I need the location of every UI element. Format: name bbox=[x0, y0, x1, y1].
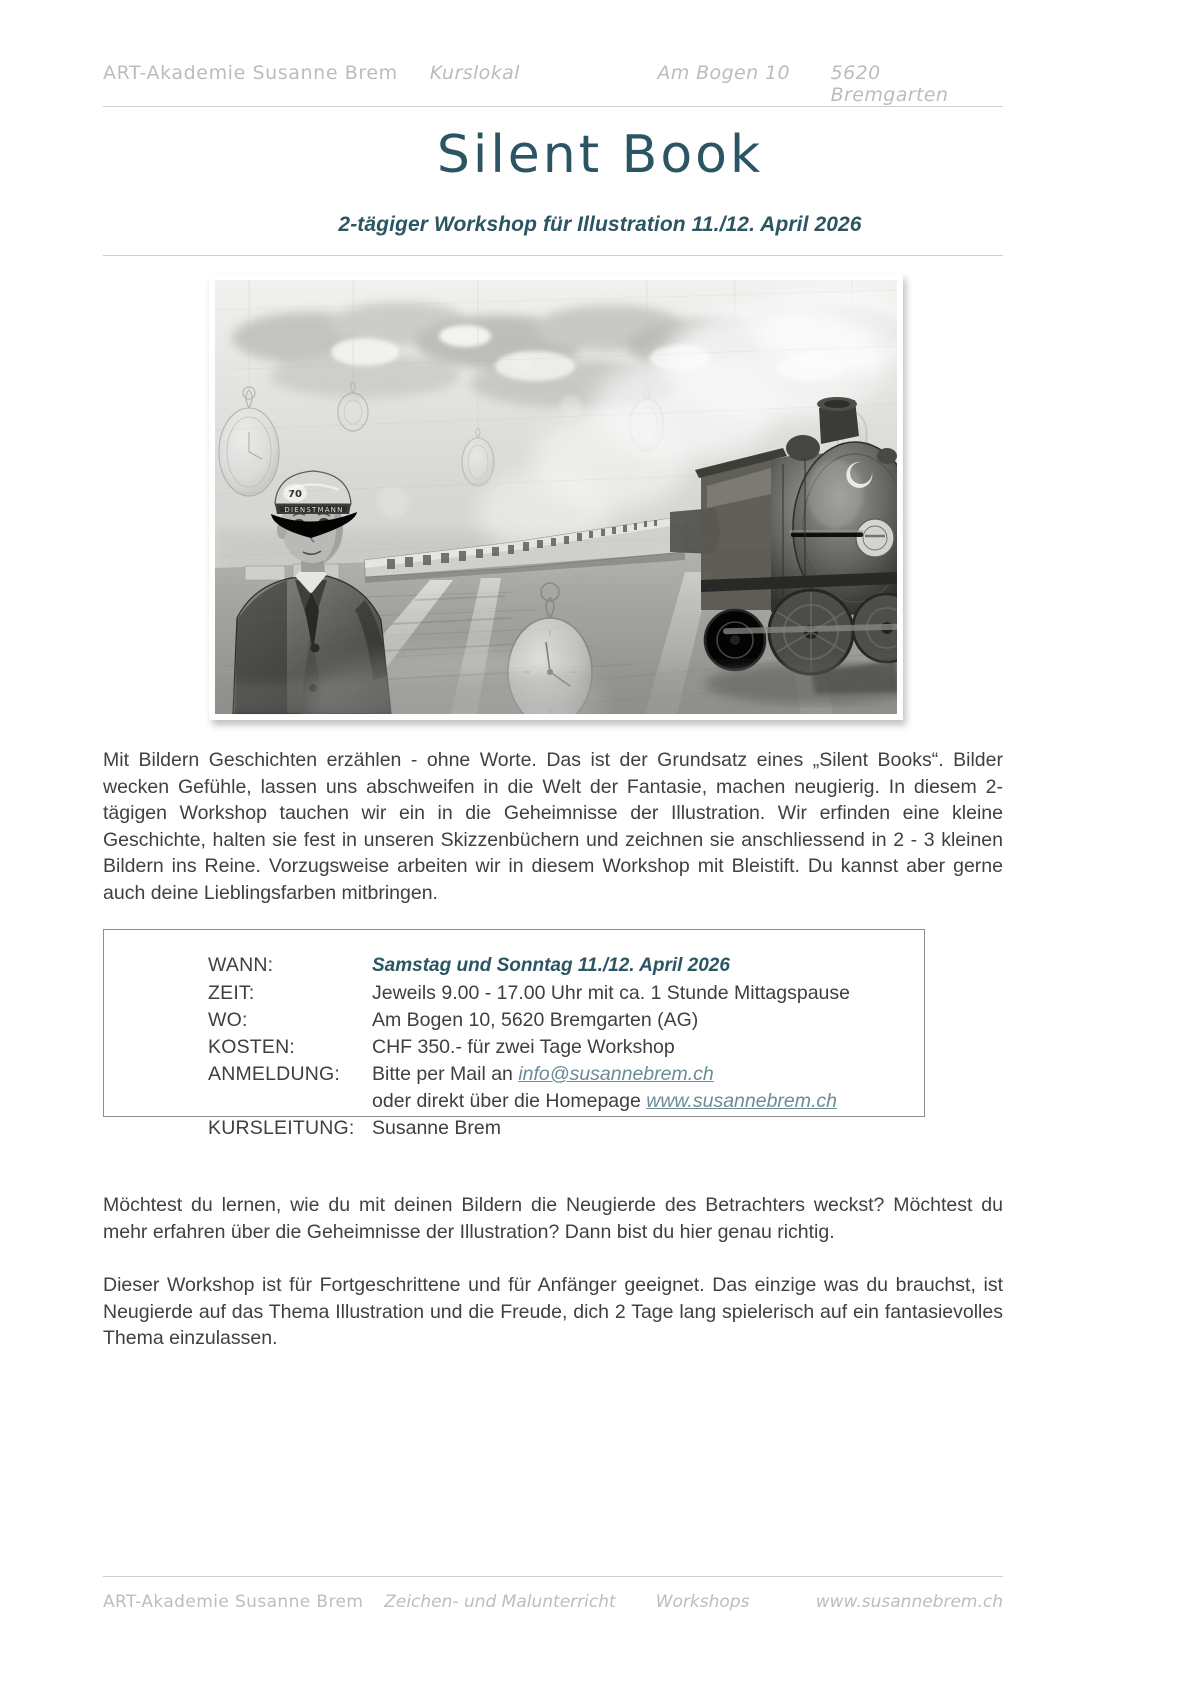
question-paragraph: Möchtest du lernen, wie du mit deinen Bildern die Neugierde des Betrachters weckst? Möchtest du mehr erfahren über die Geheimnisse der Illustration? Dann bist du hier genau richtig. bbox=[103, 1194, 1003, 1243]
header-brand: ART-Akademie Susanne Brem bbox=[103, 62, 398, 84]
anmeldung-prefix-text: Bitte per Mail an bbox=[372, 1063, 513, 1085]
detail-row-wo bbox=[208, 1007, 908, 1033]
detail-label-wann: WANN: bbox=[208, 954, 274, 976]
details-table bbox=[208, 952, 908, 1142]
detail-row-wann bbox=[208, 952, 908, 979]
footer-row bbox=[103, 1592, 1003, 1612]
footer-brand: ART-Akademie Susanne Brem bbox=[103, 1592, 364, 1612]
detail-value-zeit: Jeweils 9.00 - 17.00 Uhr mit ca. 1 Stunde Mittagspause bbox=[372, 982, 850, 1004]
level-paragraph: Dieser Workshop ist für Fortgeschrittene und für Anfänger geeignet. Das einzige was du brauchst, ist Neugierde auf das Thema Illustration und die Freude, dich 2 Tage lang spielerisch auf ein fantasievolles Thema einzulassen. bbox=[103, 1274, 1003, 1349]
homepage-link[interactable]: www.susannebrem.ch bbox=[646, 1090, 838, 1112]
cap-label-text: DIENSTMANN bbox=[284, 506, 344, 514]
detail-value-kursleitung: Susanne Brem bbox=[372, 1117, 501, 1139]
footer-website: www.susannebrem.ch bbox=[815, 1592, 1003, 1612]
header-divider bbox=[103, 106, 1003, 107]
detail-row-homepage bbox=[208, 1088, 908, 1114]
detail-label-kursleitung: KURSLEITUNG: bbox=[208, 1117, 355, 1139]
intro-paragraph: Mit Bildern Geschichten erzählen - ohne Worte. Das ist der Grundsatz eines „Silent Books“. Bilder wecken Gefühle, lassen uns abschweifen in die Welt der Fantasie, machen neugierig. In diesem 2-tägigen Workshop tauchen wir ein in die Geheimnisse der Illustration. Wir erfinden eine kleine Geschichte, halten sie fest in unseren Skizzenbüchern und zeichnen sie anschliessend in 2 - 3 kleinen Bildern ins Reine. Vorzugsweise arbeiten wir in diesem Workshop mit Bleistift. Du kannst aber gerne auch deine Lieblingsfarben mitbringen. bbox=[103, 749, 1003, 904]
detail-value-kosten: CHF 350.- für zwei Tage Workshop bbox=[372, 1036, 675, 1058]
page-header bbox=[103, 62, 1003, 106]
page-footer bbox=[103, 1592, 1003, 1612]
email-link[interactable]: info@susannebrem.ch bbox=[518, 1063, 714, 1085]
header-row bbox=[103, 62, 1003, 106]
detail-row-kursleitung bbox=[208, 1115, 908, 1141]
footer-divider bbox=[103, 1576, 1003, 1577]
pencil-drawing-svg bbox=[215, 280, 897, 714]
header-city: 5620 Bremgarten bbox=[830, 62, 949, 106]
detail-value-anmeldung bbox=[372, 1061, 725, 1087]
detail-value-wo: Am Bogen 10, 5620 Bremgarten (AG) bbox=[372, 1009, 699, 1031]
detail-row-kosten bbox=[208, 1034, 908, 1060]
cap-number-text: 70 bbox=[288, 489, 302, 500]
detail-label-kosten: KOSTEN: bbox=[208, 1036, 295, 1058]
detail-value-wann: Samstag und Sonntag 11./12. April 2026 bbox=[372, 955, 730, 976]
detail-label-wo: WO: bbox=[208, 1009, 248, 1031]
detail-row-anmeldung bbox=[208, 1061, 908, 1087]
footer-workshops: Workshops bbox=[655, 1592, 750, 1612]
detail-label-zeit: ZEIT: bbox=[208, 982, 255, 1004]
workshop-details-box bbox=[103, 929, 925, 1139]
header-street: Am Bogen 10 bbox=[657, 62, 790, 84]
workshop-illustration bbox=[209, 274, 903, 720]
page-title: Silent Book bbox=[436, 125, 764, 185]
page-subtitle: 2-tägiger Workshop für Illustration 11./12. April 2026 bbox=[338, 213, 862, 236]
subtitle-divider bbox=[103, 255, 1003, 256]
homepage-prefix-text: oder direkt über die Homepage bbox=[372, 1090, 641, 1112]
detail-value-homepage bbox=[372, 1088, 837, 1114]
footer-subjects: Zeichen- und Malunterricht bbox=[384, 1592, 616, 1612]
detail-label-anmeldung: ANMELDUNG: bbox=[208, 1063, 341, 1085]
detail-row-zeit bbox=[208, 980, 908, 1006]
header-venue-label: Kurslokal bbox=[429, 62, 520, 84]
